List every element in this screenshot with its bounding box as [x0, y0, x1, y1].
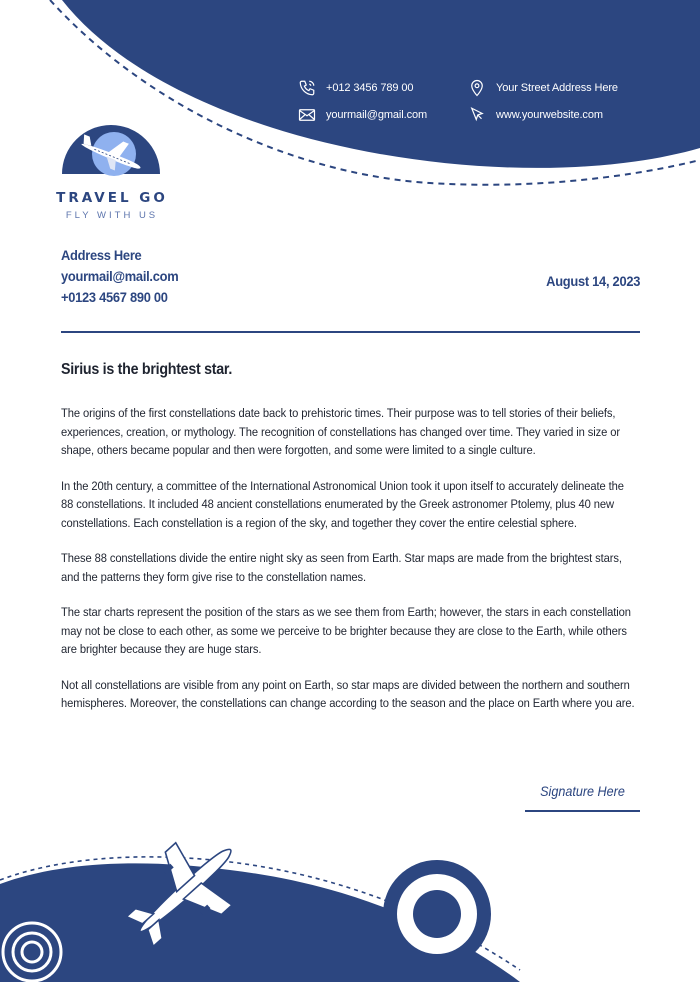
location-pin-icon	[468, 79, 486, 97]
signature-line	[525, 810, 640, 812]
header-phone	[298, 79, 413, 97]
sender-address: Address Here	[61, 247, 142, 263]
section-divider	[61, 331, 640, 333]
header-address-text: Your Street Address Here	[496, 82, 618, 94]
header-email[interactable]	[298, 106, 427, 124]
body-paragraph: These 88 constellations divide the entire night sky as seen from Earth. Star maps are made from the brightest stars, and the patterns they form give rise to the constellation names.	[61, 551, 622, 584]
brand-tagline: FLY WITH US	[65, 210, 159, 221]
cursor-icon	[468, 106, 486, 124]
footer-wave-decoration	[0, 820, 700, 982]
phone-icon	[298, 79, 316, 97]
header-address	[468, 79, 618, 97]
sender-phone: +0123 4567 890 00	[61, 289, 168, 305]
body-paragraph: In the 20th century, a committee of the International Astronomical Union took it upon itself to accurately delineate the 88 constellations. It included 48 ancient constellations enumerated by the Greek astronomer Ptolemy, plus 40 new constellations. Each constellation is a region of the sky, and together they cover the entire celestial sphere.	[61, 478, 624, 530]
header-website-text: www.yourwebsite.com	[496, 109, 603, 121]
letter-date: August 14, 2023	[546, 273, 640, 289]
letter-body	[61, 404, 691, 730]
signature-label: Signature Here	[540, 783, 625, 799]
brand-name: TRAVEL GO	[56, 190, 168, 206]
header-email-text: yourmail@gmail.com	[326, 109, 428, 121]
body-paragraph: Not all constellations are visible from any point on Earth, so star maps are divided between the northern and southern hemispheres. Moreover, the constellations can change according to the season and the place on Earth where you are.	[61, 677, 635, 710]
body-paragraph: The star charts represent the position of the stars as we see them from Earth; however, the stars in each constellation may not be close to each other, as some we perceive to be brighter because they are close to the Earth, while others are brighter because they are huge stars.	[61, 605, 631, 656]
target-circle-decoration	[383, 860, 491, 968]
letter-subject: Sirius is the brightest star.	[61, 361, 233, 378]
header-website[interactable]	[468, 106, 603, 124]
sender-email[interactable]: yourmail@mail.com	[61, 268, 179, 284]
body-paragraph: The origins of the first constellations date back to prehistoric times. Their purpose was to tell stories of their beliefs, experiences, creation, or mythology. The recognition of constellations has changed over time. They varied in size or shape, others became popular and then were forgotten, and some were limited to a single culture.	[61, 406, 621, 457]
header-phone-text: +012 3456 789 00	[326, 82, 414, 94]
mail-icon	[298, 106, 316, 124]
